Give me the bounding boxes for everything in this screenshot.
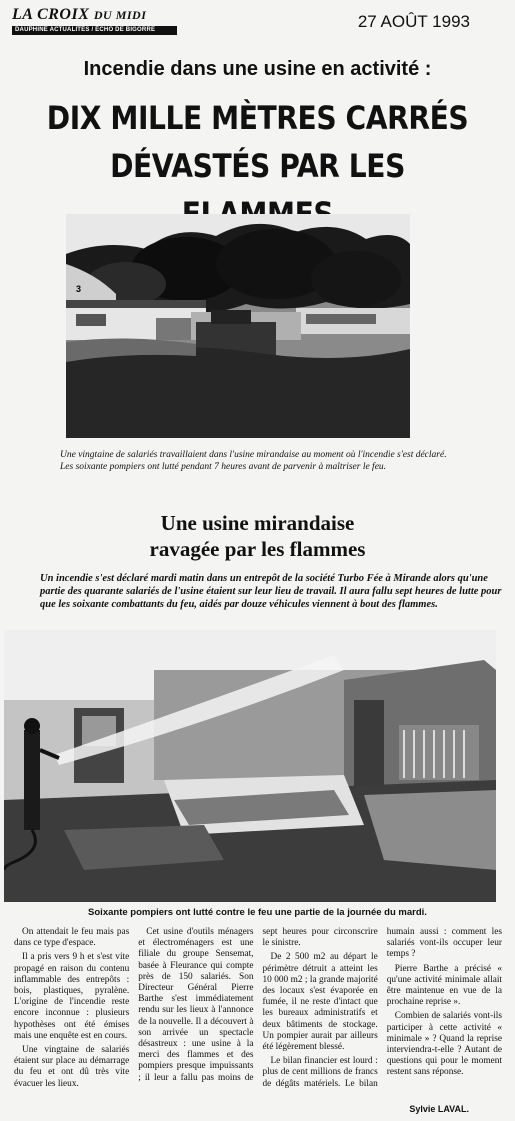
main-headline-line-2: DÉVASTÉS PAR LES [110, 147, 405, 185]
main-headline-line-1: DIX MILLE MÈTRES CARRÉS [46, 99, 469, 137]
masthead-tagline: DAUPHINE ACTUALITÉS / ÉCHO DE BIGORRE [12, 26, 177, 35]
article-paragraph: Il a pris vers 9 h et s'est vite propagé en raison du contenu inflammable des entrepôts : bois, plastiques, pyralène. L'origine de l'incendie reste encore inconnue : plusieurs hypothèses ont été émises mais une enquête est en cours. [14, 952, 130, 1041]
author-signature: Sylvie LAVAL. [409, 1104, 469, 1114]
article-paragraph: Cet usine d'outils ménagers et électroménagers est une filiale du groupe Sensemat, basée à Fleurance qui compte près de 150 salariés. Son Directeur Général Pierre Barthe s'est immédiatement rendu sur les lieux à l'annonce de la nouvelle. Il a découvert à son arrivée un spectacle désastreux : une usine à la merci des flammes et des pompiers presque impuissants ; il leur a fallu pas moins de sept heures pour circonscrire le sinistre. [138, 927, 378, 1083]
firefighter-photo [4, 630, 496, 902]
photo-number: 3 [76, 284, 82, 294]
article-paragraph: On attendait le feu mais pas dans ce type d'espace. [14, 927, 130, 949]
article-paragraph: Le bilan financier est lourd : plus de cent millions de francs de dégâts matériels. Le bilan humain aussi : comment les salariés vont-ils occuper leur temps ? [262, 927, 502, 1089]
factory-smoke-photo [66, 214, 410, 438]
issue-date: 27 AOÛT 1993 [357, 12, 470, 31]
masthead [12, 6, 177, 40]
photo-caption-1: Une vingtaine de salariés travaillaient dans l'usine mirandaise au moment où l'incendie s'est déclaré. Les soixante pompiers ont lutté pendant 7 heures avant de parvenir à maîtriser le feu. [60, 450, 447, 472]
sub-headline-line-1: Une usine mirandaise [160, 511, 355, 535]
newspaper-name-small: DU MIDI [93, 8, 147, 22]
sub-headline-line-2: ravagée par les flammes [149, 537, 366, 561]
article-paragraph: Combien de salariés vont-ils participer à cette activité « minimale » ? Quand la reprise interviendra-t-elle ? Autant de questions qui pour le moment restent sans réponse. [386, 1011, 502, 1078]
firefighter-photo-illustration [4, 630, 496, 902]
newspaper-name [12, 6, 177, 24]
newspaper-name-main: LA CROIX [12, 6, 90, 23]
article-paragraph: Pierre Barthe a précisé « qu'une activité minimale allait être maintenue en vue de la prochaine reprise ». [386, 963, 502, 1008]
sub-headline [0, 510, 515, 562]
article-paragraph: De 2 500 m2 au départ le périmètre détruit a atteint les 10 000 m2 ; la grande majorité des locaux s'est évaporée en fumée, il ne reste d'intact que les bureaux administratifs et deux bâtiments de stockage. Un pompier aurait par ailleurs été légèrement blessé. [262, 952, 378, 1053]
photo-caption-2: Soixante pompiers ont lutté contre le feu une partie de la journée du mardi. [88, 907, 427, 918]
article-body [14, 927, 502, 1109]
article-lead: Un incendie s'est déclaré mardi matin dans un entrepôt de la société Turbo Fée à Mirande alors qu'une partie des quarante salariés de l'usine étaient sur leur lieu de travail. Il aura fallu sept heures de lutte pour que les soixante combattants du feu, aidés par douze véhicules viennent à bout des flammes. [40, 573, 502, 610]
factory-smoke-photo-illustration [66, 214, 410, 438]
kicker-headline: Incendie dans une usine en activité : [83, 58, 432, 80]
article-paragraph: Une vingtaine de salariés étaient sur place au démarrage du feu et ont dû très vite évacuer les lieux. [14, 1045, 130, 1089]
